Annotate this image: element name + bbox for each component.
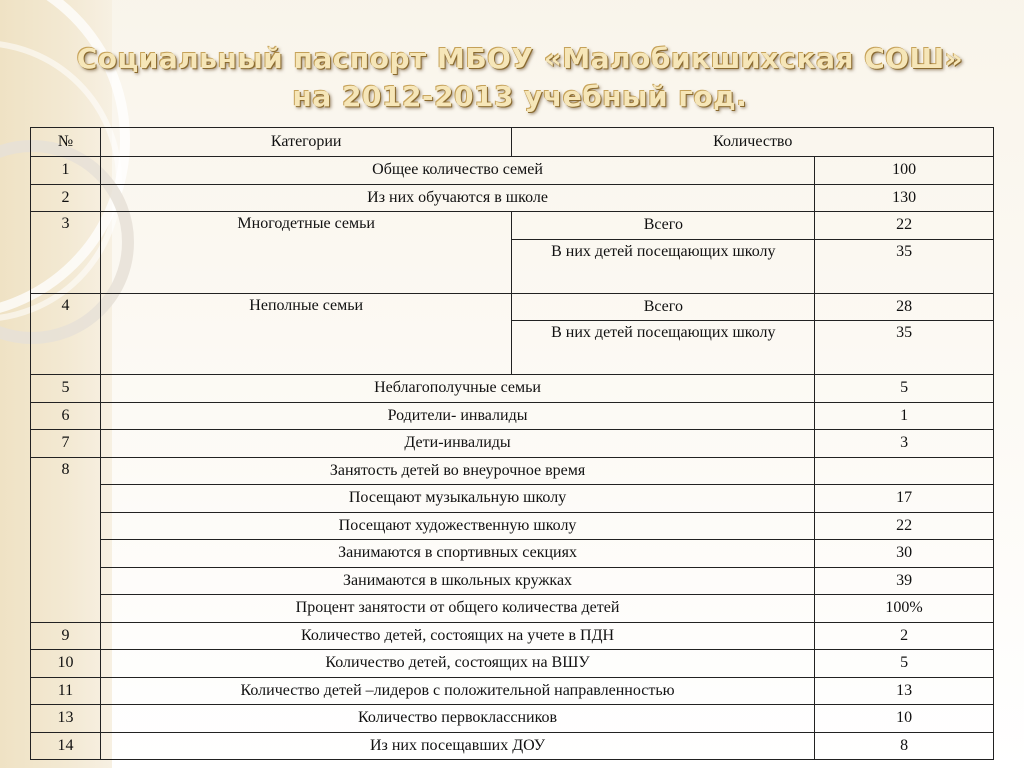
row-value: 100 <box>815 157 994 185</box>
subrow-value: 30 <box>815 540 994 568</box>
subrow-value: 35 <box>815 239 994 293</box>
row-num: 3 <box>31 212 101 294</box>
table-row <box>31 677 994 705</box>
table-row <box>31 732 994 760</box>
subrow-value: 100% <box>815 595 994 623</box>
title-line-2: на 2012-2013 учебный год. <box>292 80 748 113</box>
row-num: 1 <box>31 157 101 185</box>
row-value: 130 <box>815 184 994 212</box>
subrow-label: Посещают художественную школу <box>100 512 814 540</box>
subrow-label: В них детей посещающих школу <box>512 321 815 375</box>
row-label: Из них посещавших ДОУ <box>100 732 814 760</box>
row-label: Родители- инвалиды <box>100 402 814 430</box>
subrow-label: Посещают музыкальную школу <box>100 485 814 513</box>
slide-title <box>40 40 1000 116</box>
row-num: 8 <box>31 457 101 622</box>
table-row <box>31 184 994 212</box>
subrow-label: Всего <box>512 293 815 321</box>
row-value: 8 <box>815 732 994 760</box>
row-label: Количество детей, состоящих на ВШУ <box>100 650 814 678</box>
row-num: 2 <box>31 184 101 212</box>
social-passport-table <box>30 127 994 760</box>
row-num: 13 <box>31 705 101 733</box>
row-label: Количество детей –лидеров с положительной направленностью <box>100 677 814 705</box>
row-value: 10 <box>815 705 994 733</box>
row-label: Неблагополучные семьи <box>100 375 814 403</box>
table-row <box>31 457 994 485</box>
row-num: 7 <box>31 430 101 458</box>
subrow-value: 22 <box>815 212 994 240</box>
table-row <box>31 157 994 185</box>
subrow-label: В них детей посещающих школу <box>512 239 815 293</box>
row-value: 5 <box>815 650 994 678</box>
row-num: 10 <box>31 650 101 678</box>
subrow-value: 17 <box>815 485 994 513</box>
subrow-label: Процент занятости от общего количества детей <box>100 595 814 623</box>
table-subrow <box>31 595 994 623</box>
row-label: Неполные семьи <box>100 293 512 375</box>
row-value: 5 <box>815 375 994 403</box>
header-category: Категории <box>100 128 512 157</box>
row-label: Количество детей, состоящих на учете в ПДН <box>100 622 814 650</box>
table-row <box>31 705 994 733</box>
row-num: 14 <box>31 732 101 760</box>
table-subrow <box>31 567 994 595</box>
row-label: Общее количество семей <box>100 157 814 185</box>
title-line-1: Социальный паспорт МБОУ «Малобикшихская СОШ» <box>76 42 964 75</box>
row-value: 1 <box>815 402 994 430</box>
subrow-label: Занимаются в спортивных секциях <box>100 540 814 568</box>
table-row <box>31 375 994 403</box>
subrow-label: Всего <box>512 212 815 240</box>
row-num: 9 <box>31 622 101 650</box>
row-label: Количество первоклассников <box>100 705 814 733</box>
row-label: Из них обучаются в школе <box>100 184 814 212</box>
row-num: 11 <box>31 677 101 705</box>
header-num: № <box>31 128 101 157</box>
row-value: 3 <box>815 430 994 458</box>
row-num: 5 <box>31 375 101 403</box>
row-label: Многодетные семьи <box>100 212 512 294</box>
table-row <box>31 402 994 430</box>
row-value: 13 <box>815 677 994 705</box>
subrow-label: Занимаются в школьных кружках <box>100 567 814 595</box>
subrow-value: 22 <box>815 512 994 540</box>
row-value: 2 <box>815 622 994 650</box>
table-header-row <box>31 128 994 157</box>
subrow-value: 39 <box>815 567 994 595</box>
table-row <box>31 622 994 650</box>
table-row <box>31 293 994 321</box>
header-quantity: Количество <box>512 128 994 157</box>
table-row <box>31 650 994 678</box>
row-label: Дети-инвалиды <box>100 430 814 458</box>
row-num: 4 <box>31 293 101 375</box>
table-row <box>31 212 994 240</box>
subrow-value: 35 <box>815 321 994 375</box>
table-subrow <box>31 512 994 540</box>
row-label: Занятость детей во внеурочное время <box>100 457 814 485</box>
table-subrow <box>31 485 994 513</box>
subrow-value: 28 <box>815 293 994 321</box>
table-subrow <box>31 540 994 568</box>
row-value <box>815 457 994 485</box>
row-num: 6 <box>31 402 101 430</box>
table-row <box>31 430 994 458</box>
